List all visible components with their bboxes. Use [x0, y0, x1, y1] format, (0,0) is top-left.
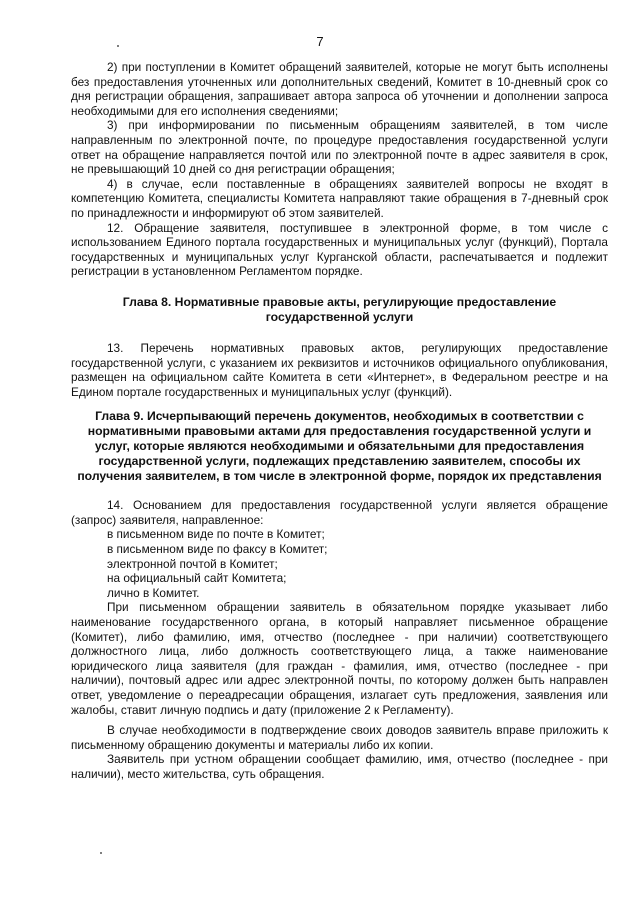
submission-method-item: в письменном виде по почте в Комитет; — [107, 527, 325, 542]
document-body — [71, 60, 608, 782]
submission-method-item: электронной почтой в Комитет; — [107, 556, 278, 571]
chapter-9-heading: Глава 9. Исчерпывающий перечень документов, необходимых в соответствии с нормативными правовыми актами для предоставления государственной услуги и услуг, которые являются необходимыми и обязательными для предоставления государственной услуги, подлежащих представлению заявителем, способы их получения заявителем, в том числе в электронной форме, порядок их представления — [77, 409, 602, 484]
paragraph-13: 13. Перечень нормативных правовых актов, регулирующих предоставление государственной услуги, с указанием их реквизитов и источников официального опубликования, размещен на официальном сайте Комитета в сети «Интернет», в Федеральном реестре и на Едином портале государственных и муниципальных услуг (функций). — [71, 340, 608, 399]
paragraph-12: 12. Обращение заявителя, поступившее в электронной форме, в том числе с использованием Единого портала государственных и муниципальных услуг (функций), Портала государственных и муниципальных услуг Курганской области, распечатывается и подлежит регистрации в установленном Регламентом порядке. — [71, 220, 608, 279]
paragraph-14: 14. Основанием для предоставления государственной услуги является обращение (запрос) заявителя, направленное: — [71, 498, 608, 527]
chapter-8-heading: Глава 8. Нормативные правовые акты, регулирующие предоставление государственной услуги — [122, 294, 557, 324]
paragraph-attachments: В случае необходимости в подтверждение своих доводов заявитель вправе приложить к письменному обращению документы и материалы либо их копии. — [71, 723, 608, 752]
paragraph-oral-request: Заявитель при устном обращении сообщает фамилию, имя, отчество (последнее - при наличии), место жительства, суть обращения. — [71, 752, 608, 781]
submission-method-item: в письменном виде по факсу в Комитет; — [107, 542, 328, 557]
paragraph-written-request: При письменном обращении заявитель в обязательном порядке указывает либо наименование государственного органа, в который направляет письменное обращение (Комитет), либо фамилию, имя, отчество (последнее - при наличии) соответствующего должностного лица, либо должность соответствующего лица, а также наименование юридического лица заявителя (для граждан - фамилия, имя, отчество (последнее - при наличии), почтовый адрес или адрес электронной почты, по которому должен быть направлен ответ, уведомление о переадресации обращения, излагает суть предложения, заявления или жалобы, ставит личную подпись и дату (приложение 2 к Регламенту). — [71, 600, 608, 717]
paragraph-item-3: 3) при информировании по письменным обращениям заявителей, в том числе направленным по электронной почте, по процедуре предоставления государственной услуги ответ на обращение направляется почтой или по электронной почте в адрес заявителя в срок, не превышающий 10 дней со дня регистрации обращения; — [71, 118, 608, 177]
paragraph-item-4: 4) в случае, если поставленные в обращениях заявителей вопросы не входят в компетенцию Комитета, специалисты Комитета направляют такие обращения в 7-дневный срок по принадлежности и информируют об этом заявителей. — [71, 176, 608, 220]
submission-method-item: на официальный сайт Комитета; — [107, 571, 287, 586]
submission-method-item: лично в Комитет. — [107, 585, 200, 600]
page-number: 7 — [316, 34, 324, 49]
paragraph-item-2: 2) при поступлении в Комитет обращений заявителей, которые не могут быть исполнены без предоставления уточненных или дополнительных сведений, Комитет в 10-дневный срок со дня регистрации обращения, запрашивает автора запроса об уточнении и дополнении запроса необходимыми для его исполнения сведениями; — [71, 60, 608, 118]
scan-speck — [100, 852, 102, 854]
scan-speck — [117, 45, 119, 47]
